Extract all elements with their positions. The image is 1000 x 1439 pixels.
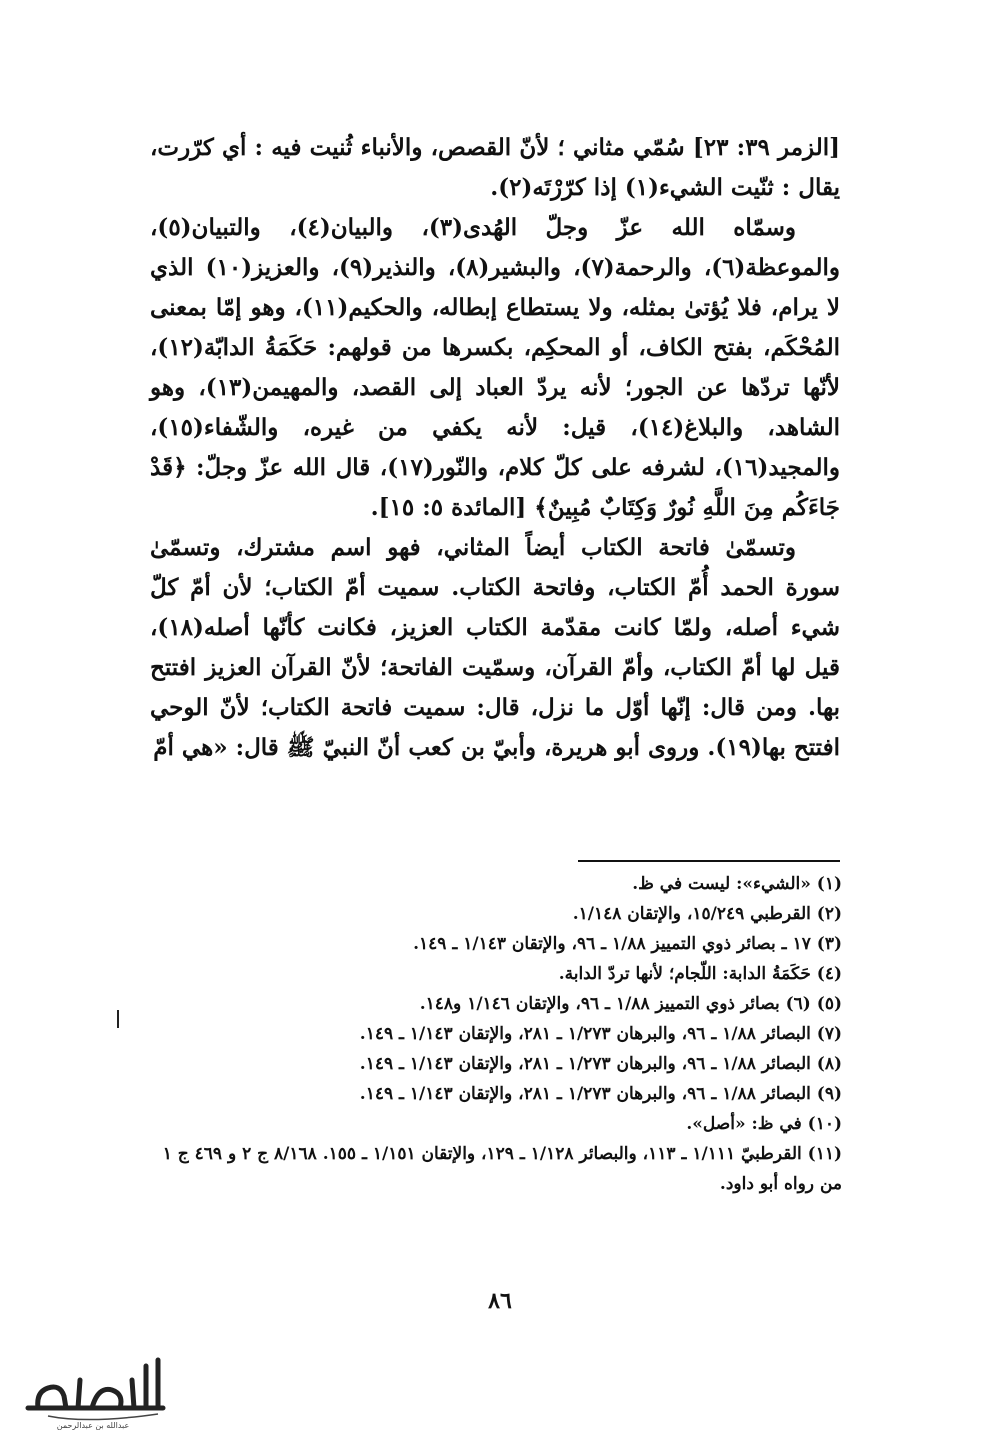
- margin-mark: [117, 1010, 119, 1028]
- paragraph-1: [الزمر ٣٩: ٢٣] سُمّي مثاني ؛ لأنّ القصص، والأنباء ثُنيت فيه : أي كرّرت، يقال : ثنّيت الشيء(١) إذا كرّرْتَه(٢).: [150, 134, 840, 201]
- footnote-2: (٢) القرطبي ١٥/٢٤٩، والإتقان ١/١٤٨.: [572, 904, 842, 924]
- footnotes-list: [142, 869, 842, 1199]
- footnote-1: (١) «الشيء»: ليست في ظ.: [632, 874, 842, 894]
- footnote-5: (٥) (٦) بصائر ذوي التمييز ١/٨٨ ـ ٩٦، والإتقان ١/١٤٦ و١٤٨.: [419, 994, 842, 1014]
- paragraph-3: وتسمّىٰ فاتحة الكتاب أيضاً المثاني، فهو اسم مشترك، وتسمّىٰ سورة الحمد أُمّ الكتاب، وفاتحة الكتاب. سميت أمّ الكتاب؛ لأن أمّ كلّ شيء أصله، ولمّا كانت مقدّمة الكتاب العزيز، فكانت كأنّها أصله(١٨)، قيل لها أمّ الكتاب، وأمّ القرآن، وسمّيت الفاتحة؛ لأنّ القرآن العزيز افتتح بها. ومن قال: إنّها أوّل ما نزل، قال: سميت فاتحة الكتاب؛ لأنّ الوحي افتتح بها(١٩). وروى أبو هريرة، وأبيّ بن كعب أنّ النبيّ ﷺ قال: «هي أمّ: [150, 534, 840, 761]
- footnote-9: (١٠) في ظ: «أصل».: [686, 1114, 842, 1134]
- footnote-10: (١١) القرطبيّ ١/١١١ ـ ١١٣، والبصائر ١/١٢٨ ـ ١٢٩، والإتقان ١/١٥١ ـ ١٥٥. ٨/١٦٨ ج ٢ و ٤٦٩ ج ١ من رواه أبو داود.: [162, 1144, 842, 1194]
- footnote-3: (٣) ١٧ ـ بصائر ذوي التمييز ١/٨٨ ـ ٩٦، والإتقان ١/١٤٣ ـ ١٤٩.: [413, 934, 842, 954]
- footnote-divider: [578, 860, 840, 862]
- logo-subtitle: عبدالله بن عبدالرحمن: [56, 1421, 130, 1430]
- logo-calligraphy: [8, 1350, 178, 1430]
- page-number: ٨٦: [488, 1288, 512, 1314]
- footnote-7: (٨) البصائر ١/٨٨ ـ ٩٦، والبرهان ١/٢٧٣ ـ ٢٨١، والإتقان ١/١٤٣ ـ ١٤٩.: [359, 1054, 842, 1074]
- main-text: [150, 128, 840, 768]
- footnote-6: (٧) البصائر ١/٨٨ ـ ٩٦، والبرهان ١/٢٧٣ ـ ٢٨١، والإتقان ١/١٤٣ ـ ١٤٩.: [359, 1024, 842, 1044]
- footnote-4: (٤) حَكَمَةُ الدابة: اللّجام؛ لأنها تردّ الدابة.: [558, 964, 842, 984]
- paragraph-2: وسمّاه الله عزّ وجلّ الهُدى(٣)، والبيان(٤)، والتبيان(٥)، والموعظة(٦)، والرحمة(٧)، والبشير(٨)، والنذير(٩)، والعزيز(١٠) الذي لا يرام، فلا يُؤتىٰ بمثله، ولا يستطاع إبطاله، والحكيم(١١)، وهو إمّا بمعنى المُحْكَم، بفتح الكاف، أو المحكِم، بكسرها من قولهم: حَكَمَةُ الدابّة(١٢)، لأنّها تردّها عن الجور؛ لأنه يردّ العباد إلى القصد، والمهيمن(١٣)، وهو الشاهد، والبلاغ(١٤)، قيل: لأنه يكفي من غيره، والشّفاء(١٥)، والمجيد(١٦)، لشرفه على كلّ كلام، والنّور(١٧)، قال الله عزّ وجلّ: ﴿قَدْ جَاءَكُم مِنَ اللَّهِ نُورٌ وَكِتَابٌ مُبِينٌ﴾ [المائدة ٥: ١٥].: [150, 214, 840, 521]
- footnote-8: (٩) البصائر ١/٨٨ ـ ٩٦، والبرهان ١/٢٧٣ ـ ٢٨١، والإتقان ١/١٤٣ ـ ١٤٩.: [359, 1084, 842, 1104]
